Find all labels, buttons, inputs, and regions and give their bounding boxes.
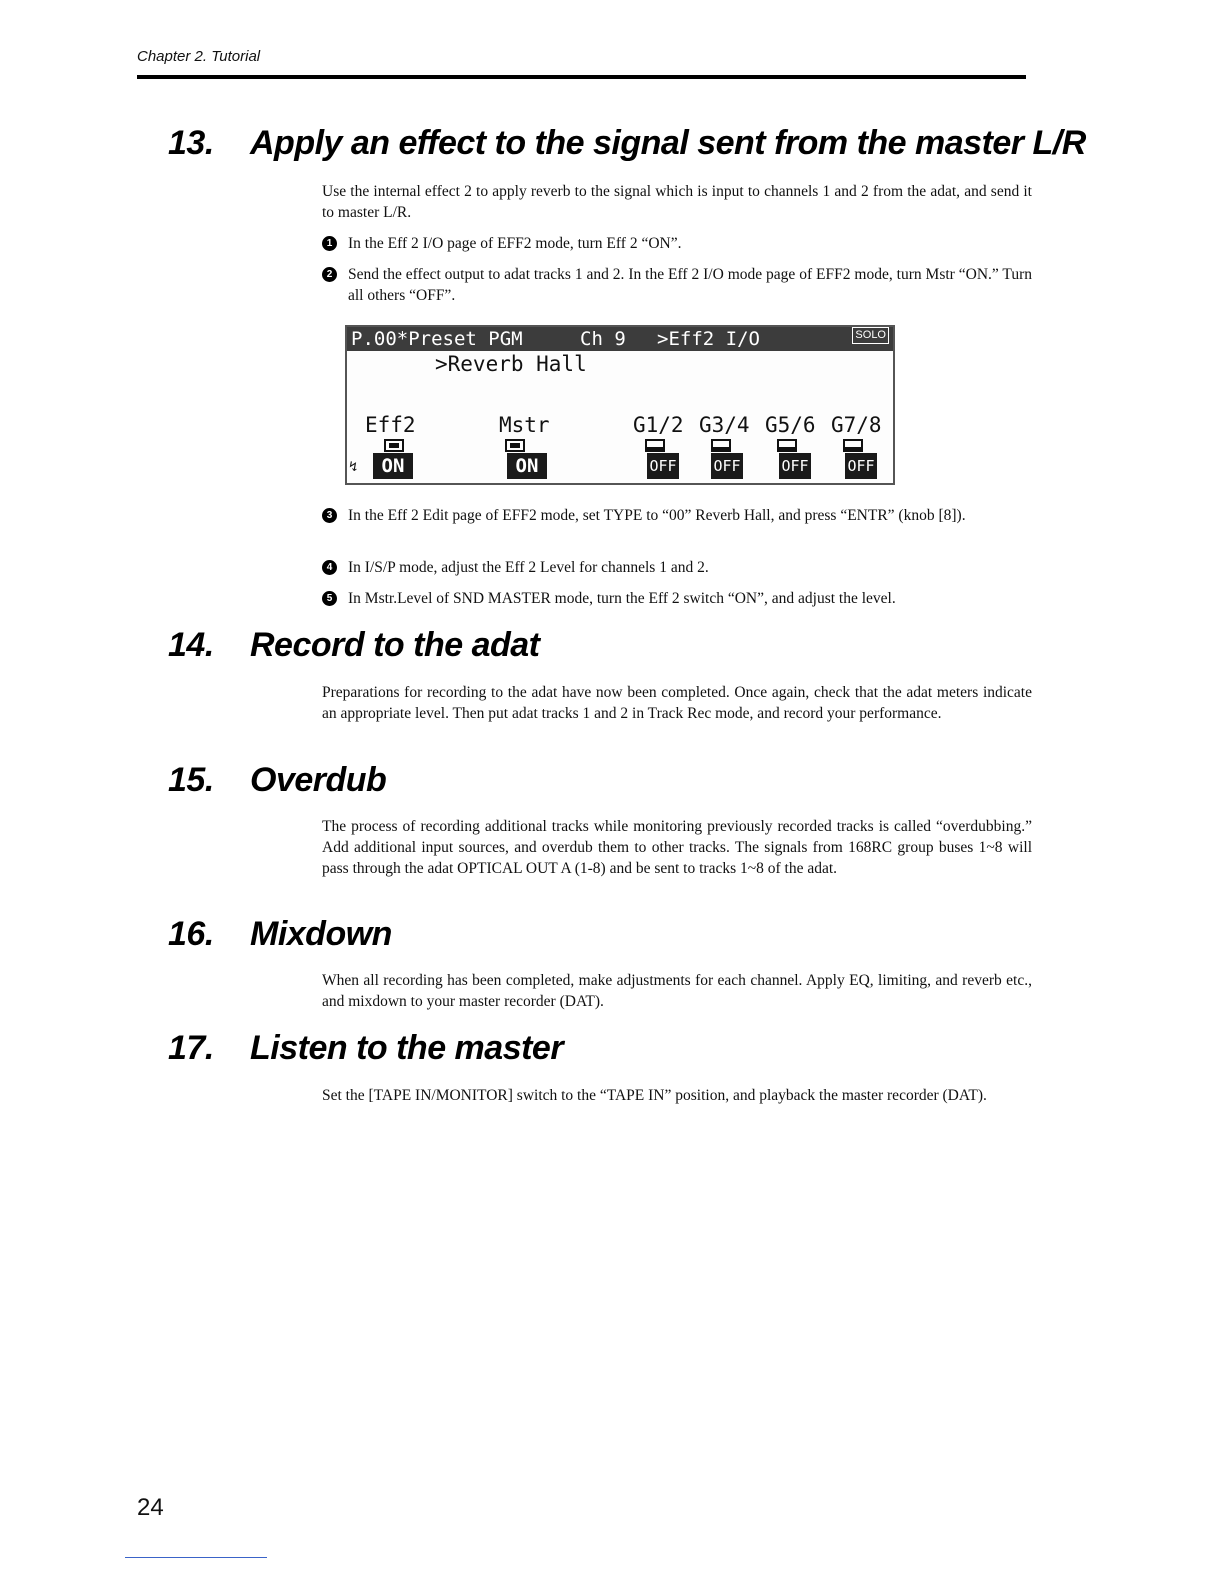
section-heading: Apply an effect to the signal sent from the master L/R xyxy=(250,124,1086,162)
section-heading: Mixdown xyxy=(250,915,392,953)
lcd-label-g78: G7/8 xyxy=(831,413,882,437)
step-marker: 2 xyxy=(322,267,337,282)
g12-switch[interactable]: OFF xyxy=(647,453,679,479)
section-number: 17. xyxy=(168,1029,214,1067)
lcd-label-eff2: Eff2 xyxy=(365,413,416,437)
section-heading: Record to the adat xyxy=(250,626,540,664)
section-number: 15. xyxy=(168,761,214,799)
step-marker: 4 xyxy=(322,560,337,575)
lcd-title-bar xyxy=(347,327,893,351)
eff2-switch[interactable]: ON xyxy=(373,453,413,479)
lcd-display xyxy=(345,325,895,485)
section-title-16 xyxy=(168,915,392,954)
switch-icon xyxy=(843,439,863,452)
lcd-label-g56: G5/6 xyxy=(765,413,816,437)
page-number: 24 xyxy=(137,1494,164,1521)
step-marker: 1 xyxy=(322,236,337,251)
lcd-page: >Eff2 I/O xyxy=(657,328,760,350)
switch-icon xyxy=(711,439,731,452)
switch-icon xyxy=(645,439,665,452)
section-number: 13. xyxy=(168,124,214,162)
cursor-arrow-icon: ↯ xyxy=(349,459,358,475)
lcd-label-mstr: Mstr xyxy=(499,413,550,437)
lcd-label-g34: G3/4 xyxy=(699,413,750,437)
section-title-15 xyxy=(168,761,386,800)
lcd-program: P.00*Preset PGM xyxy=(351,328,523,350)
step-3 xyxy=(322,505,1032,526)
section-heading: Listen to the master xyxy=(250,1029,564,1067)
section-number: 16. xyxy=(168,915,214,953)
section-14-body: Preparations for recording to the adat have now been completed. Once again, check that the adat meters indicate an appropriate level. Then put adat tracks 1 and 2 in Track Rec mode, and record your performance. xyxy=(322,684,1032,722)
step-marker: 3 xyxy=(322,508,337,523)
g34-switch[interactable]: OFF xyxy=(711,453,743,479)
lcd-solo-badge: SOLO xyxy=(852,327,889,344)
step-4 xyxy=(322,557,1032,578)
section-17-body: Set the [TAPE IN/MONITOR] switch to the “TAPE IN” position, and playback the master recorder (DAT). xyxy=(322,1087,987,1104)
section-heading: Overdub xyxy=(250,761,387,799)
step-text: In Mstr.Level of SND MASTER mode, turn the Eff 2 switch “ON”, and adjust the level. xyxy=(348,590,896,607)
section-title-13 xyxy=(168,124,1086,163)
lcd-effect-type: >Reverb Hall xyxy=(435,352,587,376)
section-title-14 xyxy=(168,626,539,665)
header-rule xyxy=(137,75,1026,79)
lcd-label-g12: G1/2 xyxy=(633,413,684,437)
step-marker: 5 xyxy=(322,591,337,606)
switch-icon xyxy=(505,439,525,452)
switch-icon xyxy=(777,439,797,452)
step-text: In I/S/P mode, adjust the Eff 2 Level for channels 1 and 2. xyxy=(348,559,709,576)
step-5 xyxy=(322,588,1032,609)
mstr-switch[interactable]: ON xyxy=(507,453,547,479)
section-15-body: The process of recording additional tracks while monitoring previously recorded tracks is called “overdubbing.” Add additional input sources, and overdub them to other tracks. The signals from 168RC group buses 1~8 will pass through the adat OPTICAL OUT A (1-8) and be sent to tracks 1~8 of the adat. xyxy=(322,818,1032,877)
g78-switch[interactable]: OFF xyxy=(845,453,877,479)
lcd-channel: Ch 9 xyxy=(580,328,626,350)
step-text: In the Eff 2 Edit page of EFF2 mode, set TYPE to “00” Reverb Hall, and press “ENTR” (knob [8]). xyxy=(348,507,966,524)
section-number: 14. xyxy=(168,626,214,664)
step-2 xyxy=(322,264,1032,306)
chapter-header: Chapter 2. Tutorial xyxy=(137,48,261,65)
section-13-intro: Use the internal effect 2 to apply reverb to the signal which is input to channels 1 and 2 from the adat, and send it to master L/R. xyxy=(322,183,1032,221)
section-16-body: When all recording has been completed, make adjustments for each channel. Apply EQ, limiting, and reverb etc., and mixdown to your master recorder (DAT). xyxy=(322,972,1032,1010)
step-1 xyxy=(322,233,1032,254)
section-title-17 xyxy=(168,1029,563,1068)
step-text: Send the effect output to adat tracks 1 and 2. In the Eff 2 I/O mode page of EFF2 mode, turn Mstr “ON.” Turn all others “OFF”. xyxy=(348,266,1032,304)
footer-line xyxy=(125,1557,267,1558)
step-text: In the Eff 2 I/O page of EFF2 mode, turn Eff 2 “ON”. xyxy=(348,235,682,252)
switch-icon xyxy=(384,439,404,452)
g56-switch[interactable]: OFF xyxy=(779,453,811,479)
